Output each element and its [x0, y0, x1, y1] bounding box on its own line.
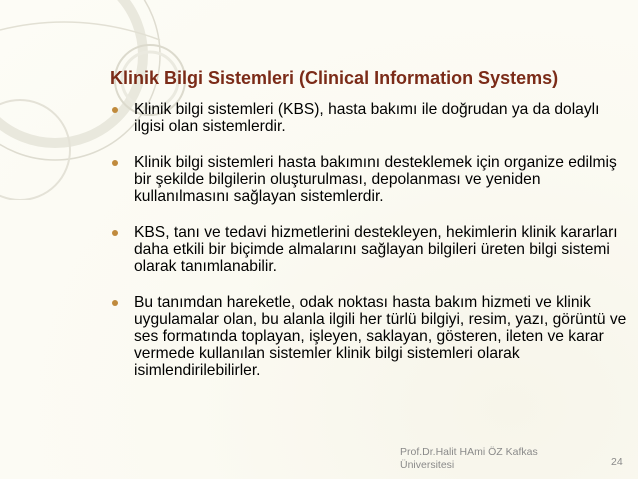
bullet-text: KBS, tanı ve tedavi hizmetlerini destekleyen, hekimlerin klinik kararları daha etkili bir biçimde almalarını sağlayan bilgileri üreten bilgi sistemi olarak tanımlanabilir.: [134, 224, 618, 275]
bullet-text: Bu tanımdan hareketle, odak noktası hasta bakım hizmeti ve klinik uygulamalar olan, bu alanla ilgili her türlü bilgiyi, resim, yazı, görüntü ve ses formatında toplayan, işleyen, saklayan, gösteren, ileten ve karar vermede kullanılan sistemler klinik bilgi sistemleri olarak isimlendirilebilirler.: [134, 294, 627, 379]
bullet-dot-icon: [112, 230, 118, 236]
slide-title: Klinik Bilgi Sistemleri (Clinical Information Systems): [110, 68, 559, 88]
bullet-item: [112, 224, 627, 275]
bullet-item: [112, 294, 627, 379]
footer-line-1: Prof.Dr.Halit HAmi ÖZ Kafkas: [400, 446, 538, 458]
footer-line-2: Üniversitesi: [400, 459, 455, 471]
bullet-text: Klinik bilgi sistemleri (KBS), hasta bakımı ile doğrudan ya da dolaylı ilgisi olan sistemlerdir.: [134, 101, 600, 135]
bullet-list: [112, 101, 627, 398]
bullet-dot-icon: [112, 107, 118, 113]
bullet-dot-icon: [112, 300, 118, 306]
bullet-item: [112, 154, 627, 205]
bullet-item: [112, 101, 627, 135]
footer-author: [400, 446, 560, 472]
page-number: 24: [611, 456, 623, 468]
bullet-dot-icon: [112, 160, 118, 166]
bullet-text: Klinik bilgi sistemleri hasta bakımını desteklemek için organize edilmiş bir şekilde bilgilerin oluşturulması, depolanması ve yeniden kullanılmasını sağlayan sistemlerdir.: [134, 154, 617, 205]
